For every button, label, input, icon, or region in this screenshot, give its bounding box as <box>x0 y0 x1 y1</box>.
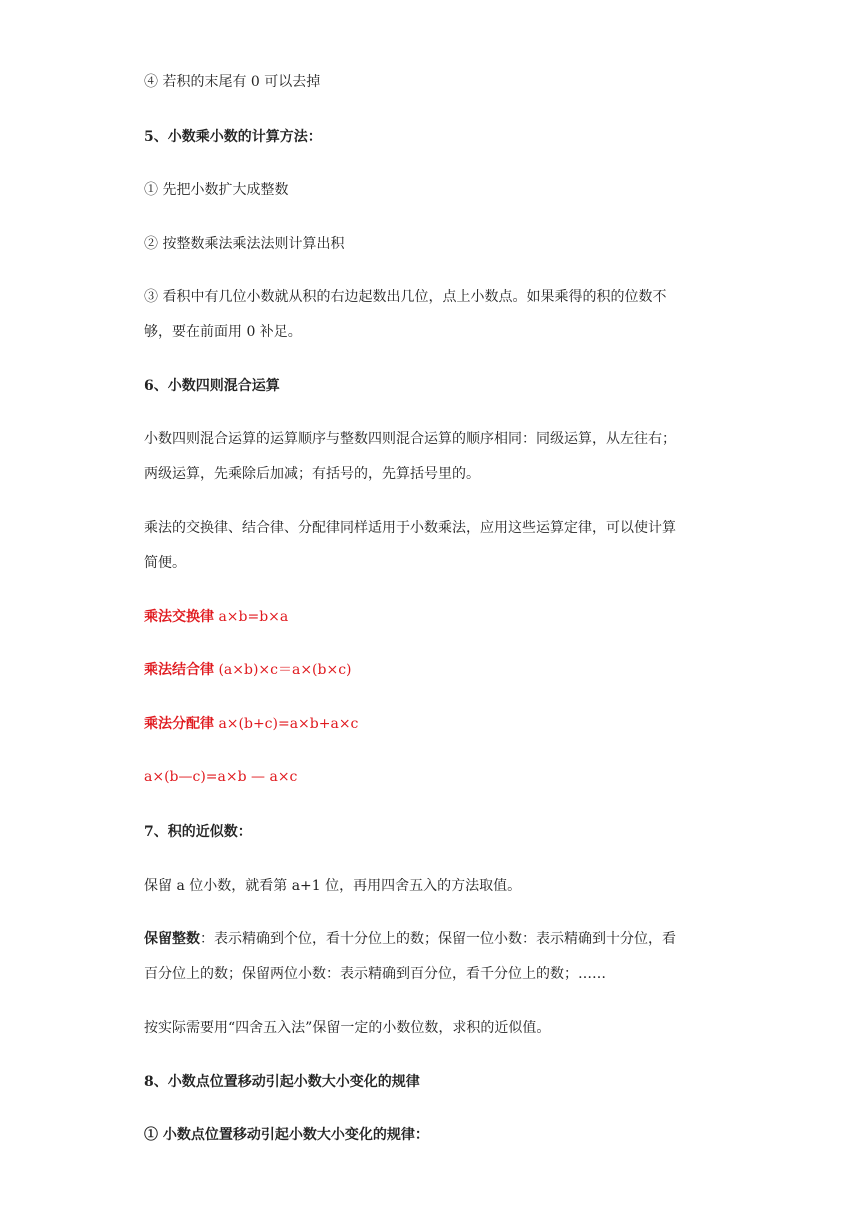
law-formula: a×b=b×a <box>214 609 289 625</box>
section-heading: 6、小数四则混合运算 <box>144 378 280 394</box>
paragraph-continued: 两级运算，先乘除后加减；有括号的，先算括号里的。 <box>144 466 480 482</box>
law-commutative <box>144 607 288 627</box>
law-formula: a×(b—c)=a×b — a×c <box>144 769 298 785</box>
law-associative <box>144 660 352 680</box>
term-description: ：表示精确到个位，看十分位上的数；保留一位小数：表示精确到十分位，看 <box>200 931 676 947</box>
list-item-continued: 够，要在前面用 0 补足。 <box>144 324 302 340</box>
paragraph: 小数四则混合运算的运算顺序与整数四则混合运算的顺序相同：同级运算，从左往右； <box>144 431 676 447</box>
sub-heading: ① 小数点位置移动引起小数大小变化的规律： <box>144 1127 429 1143</box>
law-distributive <box>144 714 358 734</box>
paragraph-continued: 百分位上的数；保留两位小数：表示精确到百分位，看千分位上的数；…… <box>144 966 606 982</box>
law-name: 乘法交换律 <box>144 609 214 625</box>
section-heading: 5、小数乘小数的计算方法： <box>144 129 322 145</box>
section-heading: 7、积的近似数： <box>144 824 252 840</box>
list-item: ② 按整数乘法乘法法则计算出积 <box>144 236 345 252</box>
paragraph: 保留 a 位小数，就看第 a+1 位，再用四舍五入的方法取值。 <box>144 878 522 894</box>
section-heading: 8、小数点位置移动引起小数大小变化的规律 <box>144 1074 420 1090</box>
paragraph-continued: 简便。 <box>144 555 186 571</box>
law-name: 乘法结合律 <box>144 662 214 678</box>
list-item: ① 先把小数扩大成整数 <box>144 182 289 198</box>
paragraph: 乘法的交换律、结合律、分配律同样适用于小数乘法，应用这些运算定律，可以使计算 <box>144 520 676 536</box>
law-name: 乘法分配律 <box>144 716 214 732</box>
law-formula: a×(b+c)=a×b+a×c <box>214 716 359 732</box>
list-item: ③ 看积中有几位小数就从积的右边起数出几位，点上小数点。如果乘得的积的位数不 <box>144 289 667 305</box>
term-bold: 保留整数 <box>144 931 200 947</box>
law-distributive-subtraction <box>144 767 297 787</box>
paragraph: 按实际需要用“四舍五入法”保留一定的小数位数，求积的近似值。 <box>144 1020 551 1036</box>
paragraph <box>144 929 676 949</box>
law-formula: (a×b)×c＝a×(b×c) <box>214 662 352 678</box>
list-item: ④ 若积的末尾有 0 可以去掉 <box>144 74 321 90</box>
